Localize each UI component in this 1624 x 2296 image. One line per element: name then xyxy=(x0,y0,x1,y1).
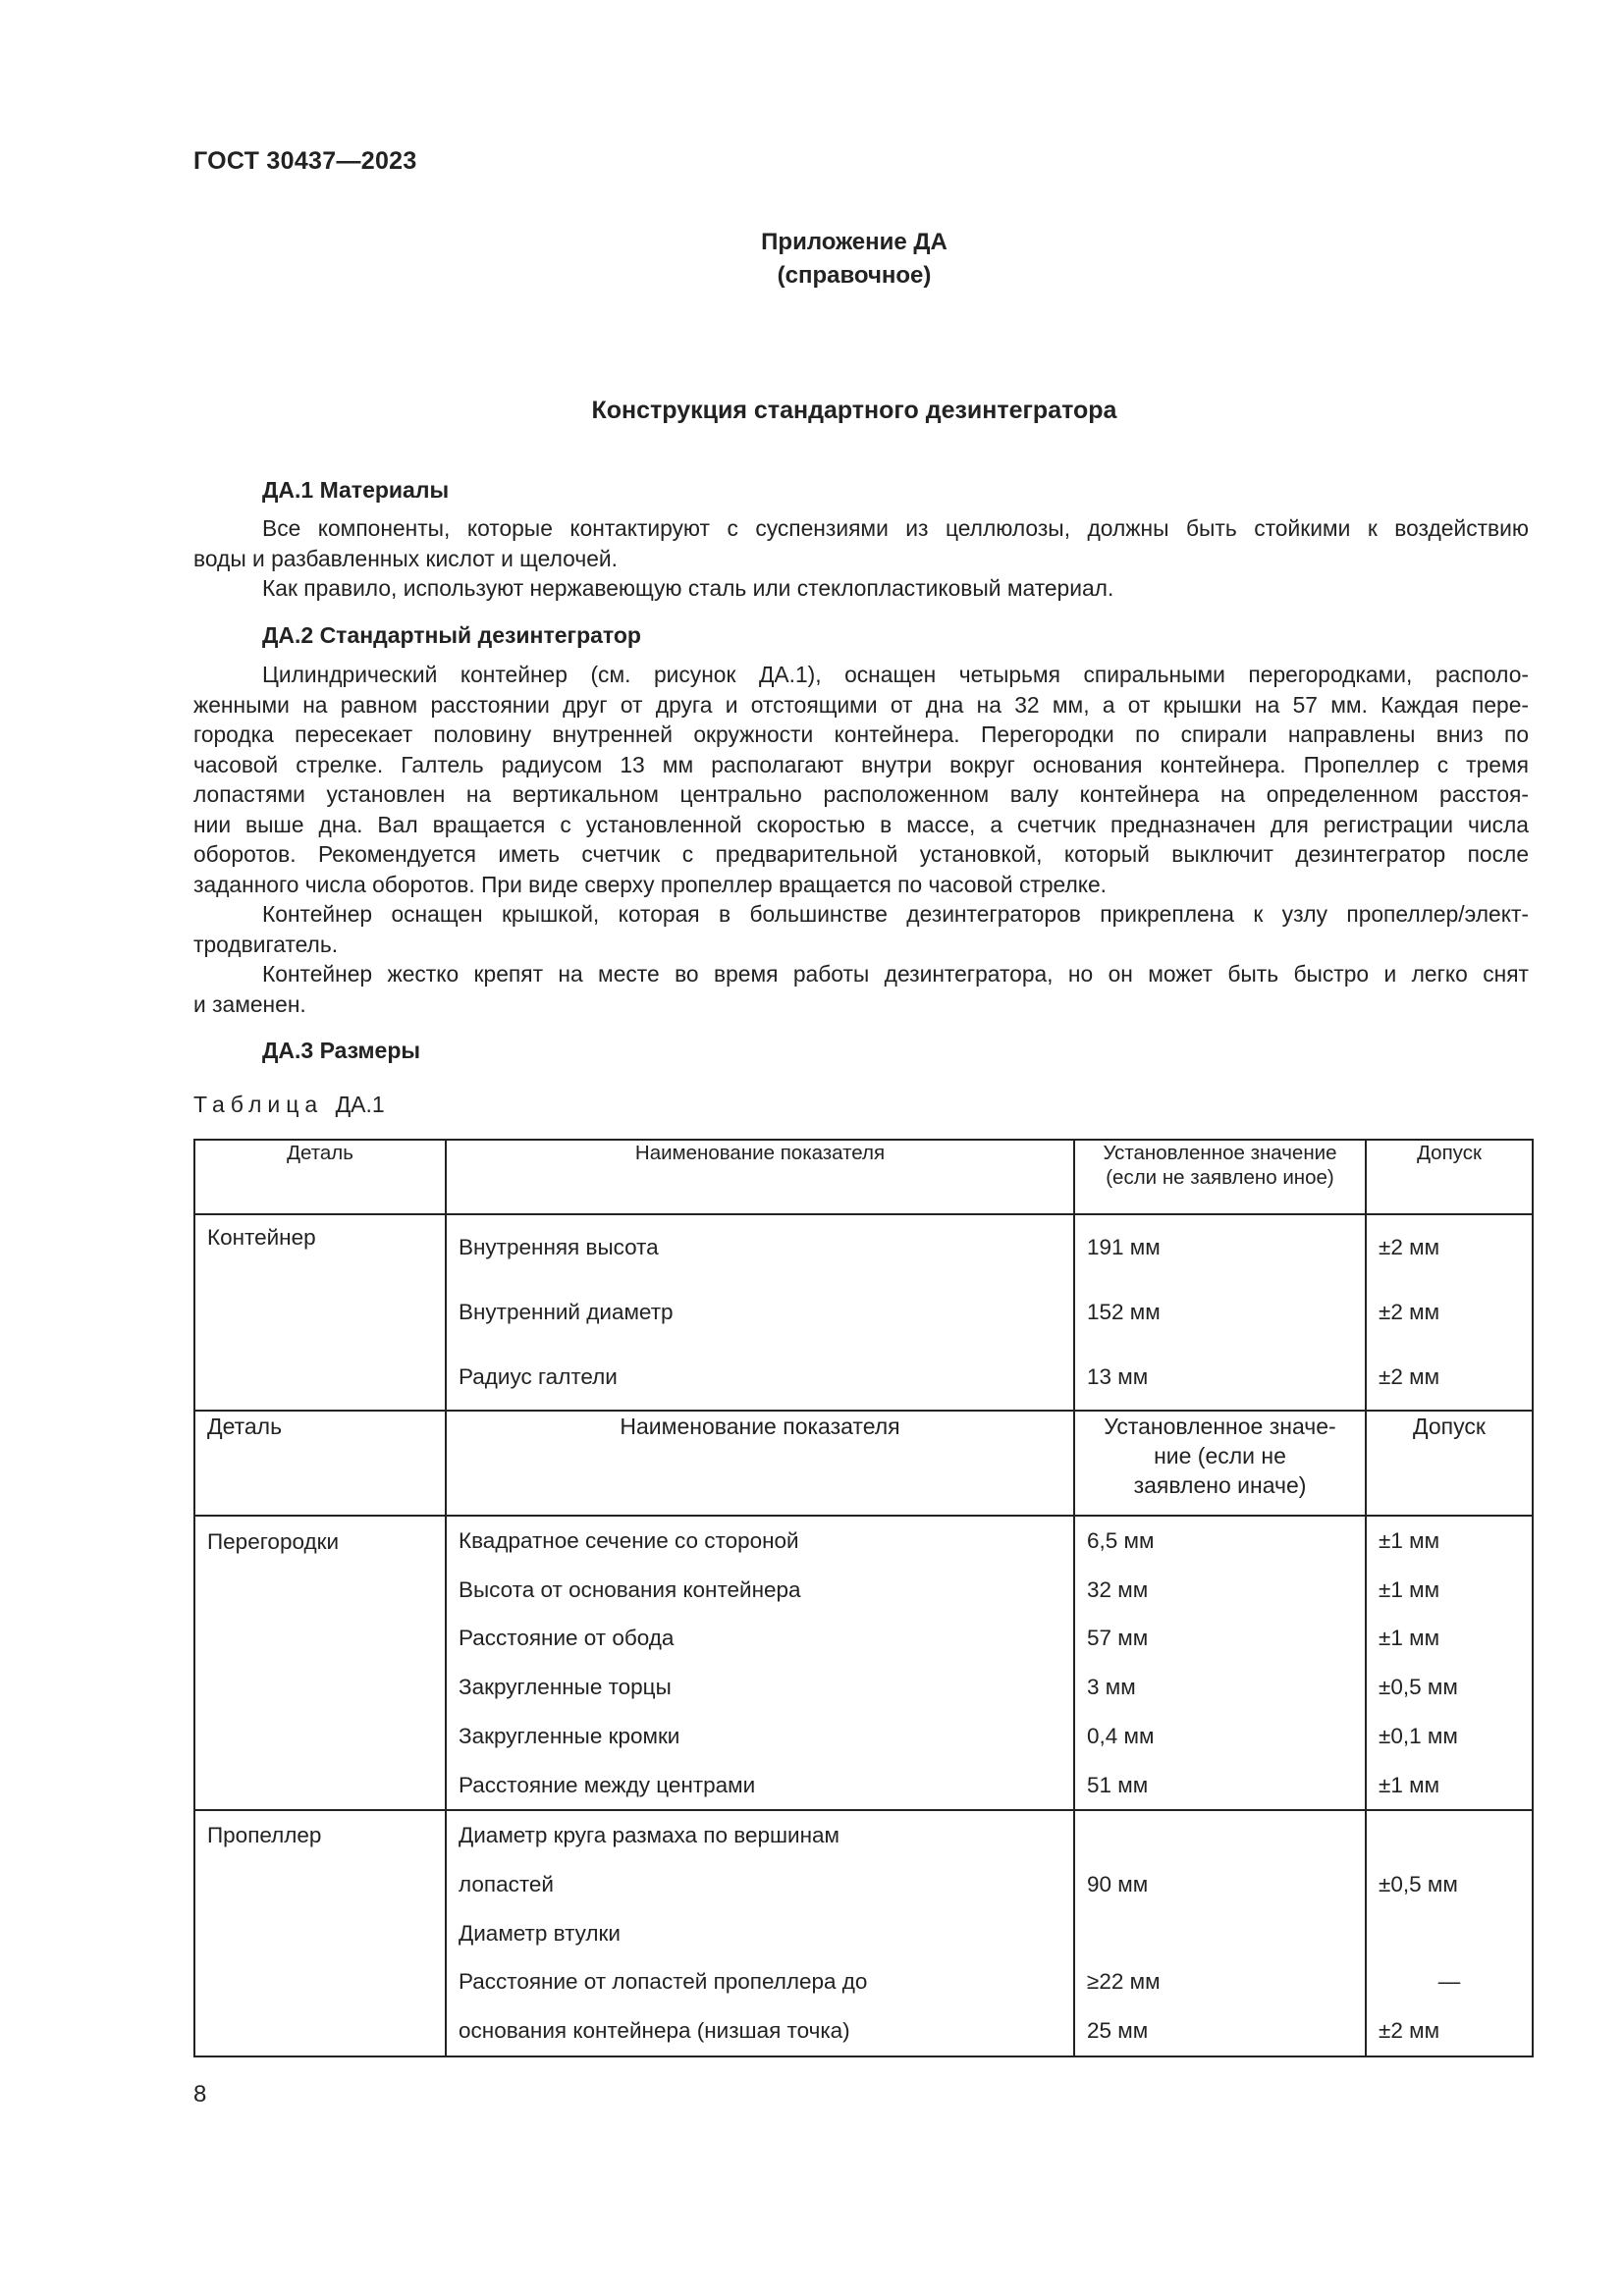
paragraph-line: женными на равном расстоянии друг от друга и отстоящими от дна на 32 мм, а от крышки на 57 мм. Каждая пере- xyxy=(193,691,1529,718)
paragraph-line: воды и разбавленных кислот и щелочей. xyxy=(193,545,618,571)
cell-text: Внутренний диаметр xyxy=(459,1300,674,1324)
paragraph-line: нии выше дна. Вал вращается с установленной скоростью в массе, а счетчик предназначен для регистрации числа xyxy=(193,811,1529,837)
paragraph-line: тродвигатель. xyxy=(193,931,339,957)
header-text-line: ние (если не xyxy=(1154,1443,1286,1468)
header-text-line: Установленное значение xyxy=(1103,1142,1337,1164)
cell-text: Расстояние от обода xyxy=(459,1626,675,1651)
appendix-title: Приложение ДА xyxy=(761,229,947,255)
appendix-type: (справочное) xyxy=(777,262,932,289)
cell-text: ±2 мм xyxy=(1379,1364,1440,1389)
paragraph-line: часовой стрелке. Галтель радиусом 13 мм располагают внутри вокруг основания контейнера. Пропеллер с тремя xyxy=(193,751,1529,777)
document-code: ГОСТ 30437—2023 xyxy=(193,147,417,175)
paragraph-line: Все компоненты, которые контактируют с суспензиями из целлюлозы, должны быть стойкими к воздействию xyxy=(262,515,1529,541)
cell-text: Диаметр втулки xyxy=(459,1920,621,1946)
cell-text: Закругленные кромки xyxy=(459,1723,680,1748)
header-cell-value xyxy=(1074,1411,1366,1516)
header-text-line: Установленное значе- xyxy=(1104,1414,1336,1439)
paragraph-line: Цилиндрический контейнер (см. рисунок ДА.1), оснащен четырьмя спиральными перегородками, располо- xyxy=(262,662,1529,687)
cell-text: ±1 мм xyxy=(1379,1626,1440,1651)
cell-text: Расстояние от лопастей пропеллера до xyxy=(459,1969,868,1995)
table-header-row xyxy=(194,1140,1533,1214)
paragraph-line: и заменен. xyxy=(193,990,306,1017)
cell-text: Закругленные торцы xyxy=(459,1675,672,1700)
cell-text: 90 мм xyxy=(1087,1871,1149,1896)
header-cell-part: Деталь xyxy=(194,1140,446,1214)
cell-text: 32 мм xyxy=(1087,1576,1149,1602)
spec-table xyxy=(193,1139,1534,2057)
header-cell-name: Наименование показателя xyxy=(446,1411,1074,1516)
cell-text: основания контейнера (низшая точка) xyxy=(459,2018,850,2044)
cell-text: — xyxy=(1437,1969,1461,1995)
cell-text: Расстояние между центрами xyxy=(459,1772,756,1797)
table-row-propeller xyxy=(194,1810,1533,2056)
cell-tolerances xyxy=(1366,1516,1533,1810)
cell-text: ±2 мм xyxy=(1379,1300,1440,1324)
paragraph-line: оборотов. Рекомендуется иметь счетчик с предварительной установкой, который выключит дезинтегратор после xyxy=(193,841,1529,867)
cell-names xyxy=(446,1214,1074,1411)
cell-text: ±1 мм xyxy=(1379,1772,1440,1797)
header-text-line: (если не заявлено иное) xyxy=(1106,1166,1334,1189)
cell-spacer xyxy=(1087,1811,1353,1860)
cell-names xyxy=(446,1516,1074,1810)
header-cell-value xyxy=(1074,1140,1366,1214)
paragraph-line: лопастями установлен на вертикальном центрально расположенном валу контейнера на определенном расстоя- xyxy=(193,781,1529,807)
cell-text: ±2 мм xyxy=(1379,1235,1440,1259)
table-header-row-repeat xyxy=(194,1411,1533,1516)
table-caption xyxy=(193,1092,385,1118)
cell-spacer xyxy=(1087,1909,1353,1958)
section-heading-da3: ДА.3 Размеры xyxy=(262,1038,421,1063)
paragraph-line: городка пересекает половину внутренней окружности контейнера. Перегородки по спирали направлены вниз по xyxy=(193,721,1529,747)
cell-names xyxy=(446,1810,1074,2056)
table-row-baffles xyxy=(194,1516,1533,1810)
cell-text: 13 мм xyxy=(1087,1364,1149,1389)
cell-text: 3 мм xyxy=(1087,1675,1136,1700)
cell-part-container: Контейнер xyxy=(194,1214,446,1411)
page-title: Конструкция стандартного дезинтегратора xyxy=(591,397,1117,424)
paragraph-line: Контейнер оснащен крышкой, которая в большинстве дезинтеграторов прикреплена к узлу пропеллер/элект- xyxy=(262,901,1529,927)
cell-tolerances xyxy=(1366,1810,1533,2056)
cell-values xyxy=(1074,1214,1366,1411)
cell-text: ±0,5 мм xyxy=(1379,1675,1458,1700)
cell-text: 6,5 мм xyxy=(1087,1528,1155,1553)
paragraph-line: заданного числа оборотов. При виде сверху пропеллер вращается по часовой стрелке. xyxy=(193,871,1107,897)
cell-text: 57 мм xyxy=(1087,1626,1149,1651)
section-heading-da1: ДА.1 Материалы xyxy=(262,477,450,503)
cell-text: 51 мм xyxy=(1087,1772,1149,1797)
cell-text: 0,4 мм xyxy=(1087,1723,1155,1748)
cell-values xyxy=(1074,1810,1366,2056)
paragraph-line: Контейнер жестко крепят на месте во время работы дезинтегратора, но он может быть быстро и легко снят xyxy=(262,961,1529,987)
cell-values xyxy=(1074,1516,1366,1810)
header-cell-part: Деталь xyxy=(194,1411,446,1516)
cell-text: Квадратное сечение со стороной xyxy=(459,1528,799,1553)
header-cell-tolerance: Допуск xyxy=(1366,1140,1533,1214)
paragraph-line: Как правило, используют нержавеющую сталь или стеклопластиковый материал. xyxy=(262,575,1114,601)
page-number: 8 xyxy=(193,2081,207,2108)
cell-part-propeller: Пропеллер xyxy=(194,1810,446,2056)
cell-text: 191 мм xyxy=(1087,1235,1161,1259)
section-heading-da2: ДА.2 Стандартный дезинтегратор xyxy=(262,622,641,648)
cell-text: ≥22 мм xyxy=(1087,1969,1161,1995)
cell-spacer xyxy=(1379,1811,1520,1860)
cell-text: Внутренняя высота xyxy=(459,1235,659,1259)
cell-text: лопастей xyxy=(459,1871,554,1896)
cell-text: Радиус галтели xyxy=(459,1364,618,1389)
header-text-line: заявлено иначе) xyxy=(1133,1472,1307,1498)
cell-text: ±0,5 мм xyxy=(1379,1871,1458,1896)
cell-tolerances xyxy=(1366,1214,1533,1411)
section-da1-text xyxy=(193,513,1529,604)
header-cell-name: Наименование показателя xyxy=(446,1140,1074,1214)
cell-text: Высота от основания контейнера xyxy=(459,1576,801,1602)
cell-part-baffles: Перегородки xyxy=(194,1516,446,1810)
cell-text: Диаметр круга размаха по вершинам xyxy=(459,1823,839,1848)
cell-text: ±0,1 мм xyxy=(1379,1723,1458,1748)
cell-text: ±2 мм xyxy=(1379,2018,1440,2044)
header-cell-tolerance: Допуск xyxy=(1366,1411,1533,1516)
cell-text: 25 мм xyxy=(1087,2018,1149,2044)
cell-text: 152 мм xyxy=(1087,1300,1161,1324)
cell-text: ±1 мм xyxy=(1379,1528,1440,1553)
cell-spacer xyxy=(1379,1909,1520,1958)
table-row-container xyxy=(194,1214,1533,1411)
section-da2-text xyxy=(193,660,1529,1019)
table-caption-label: Таблица xyxy=(193,1092,324,1117)
table-caption-number: ДА.1 xyxy=(335,1092,385,1117)
cell-text: ±1 мм xyxy=(1379,1576,1440,1602)
